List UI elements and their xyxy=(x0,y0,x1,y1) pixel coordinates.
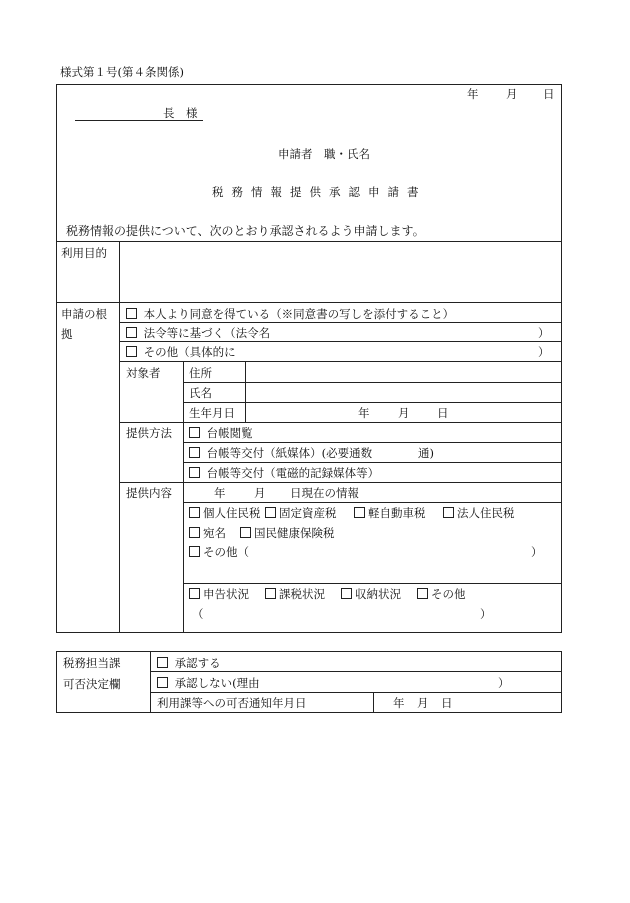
basis-other-close: ） xyxy=(538,345,550,359)
tax-item-resident[interactable] xyxy=(189,505,261,521)
decision-approve[interactable] xyxy=(157,655,221,671)
checkbox-icon[interactable] xyxy=(189,527,200,538)
subject-name-label: 氏名 xyxy=(189,386,212,400)
basis-option-other[interactable] xyxy=(126,344,236,360)
basis-option-law[interactable] xyxy=(126,325,270,341)
status-item-label: その他 xyxy=(431,587,466,601)
status-item-taxation[interactable] xyxy=(265,586,325,602)
subject-label: 対象者 xyxy=(126,366,161,380)
purpose-label: 利用目的 xyxy=(61,246,107,260)
tax-item-other[interactable] xyxy=(189,544,249,560)
checkbox-icon[interactable] xyxy=(443,507,454,518)
tax-item-address[interactable] xyxy=(189,525,226,541)
date-month: 月 xyxy=(506,87,518,101)
decision-approve-label: 承認する xyxy=(174,656,221,670)
checkbox-icon[interactable] xyxy=(189,467,200,478)
content-as-of-month: 月 xyxy=(254,486,266,500)
intro-text: 税務情報の提供について、次のとおり承認されるよう申請します。 xyxy=(66,224,425,238)
basis-label-2: 拠 xyxy=(61,327,73,341)
form-title: 税務情報提供承認申請書 xyxy=(212,185,427,199)
date-day: 日 xyxy=(543,87,555,101)
notice-day: 日 xyxy=(441,696,453,710)
checkbox-icon[interactable] xyxy=(157,657,168,668)
purpose-field[interactable] xyxy=(121,243,559,300)
content-label: 提供内容 xyxy=(126,486,172,500)
subject-bd-month: 月 xyxy=(398,406,410,420)
status-item-filing[interactable] xyxy=(189,586,249,602)
status-close: ） xyxy=(480,607,492,621)
checkbox-icon[interactable] xyxy=(189,427,200,438)
method-option-view[interactable] xyxy=(189,425,253,441)
notice-label: 利用課等への可否通知年月日 xyxy=(157,696,307,710)
checkbox-icon[interactable] xyxy=(126,346,137,357)
date-year: 年 xyxy=(467,87,479,101)
checkbox-icon[interactable] xyxy=(240,527,251,538)
tax-item-label: 国民健康保険税 xyxy=(254,526,335,540)
subject-bd-year: 年 xyxy=(358,406,370,420)
basis-law-close: ） xyxy=(538,326,550,340)
subject-address-label: 住所 xyxy=(189,366,212,380)
checkbox-icon[interactable] xyxy=(189,546,200,557)
checkbox-icon[interactable] xyxy=(126,308,137,319)
decision-label-1: 税務担当課 xyxy=(63,656,121,670)
basis-label-1: 申請の根 xyxy=(61,307,107,321)
tax-item-kei-car[interactable] xyxy=(354,505,426,521)
checkbox-icon[interactable] xyxy=(265,588,276,599)
checkbox-icon[interactable] xyxy=(354,507,365,518)
method-option-view-label: 台帳閲覧 xyxy=(206,426,253,440)
checkbox-icon[interactable] xyxy=(189,447,200,458)
method-option-paper[interactable] xyxy=(189,445,372,461)
subject-bd-day: 日 xyxy=(437,406,449,420)
tax-item-label: 宛名 xyxy=(203,526,226,540)
decision-reject[interactable] xyxy=(157,675,260,691)
tax-item-label: 法人住民税 xyxy=(457,506,515,520)
basis-option-other-label: その他（具体的に xyxy=(143,345,236,359)
method-label: 提供方法 xyxy=(126,426,172,440)
subject-name-field[interactable] xyxy=(247,384,559,401)
checkbox-icon[interactable] xyxy=(189,588,200,599)
content-as-of-text: 日現在の情報 xyxy=(290,486,359,500)
checkbox-icon[interactable] xyxy=(265,507,276,518)
method-option-electronic-label: 台帳等交付（電磁的記録媒体等） xyxy=(206,466,380,480)
tax-item-label: 固定資産税 xyxy=(279,506,337,520)
checkbox-icon[interactable] xyxy=(341,588,352,599)
tax-item-label: 個人住民税 xyxy=(203,506,261,520)
content-as-of-year: 年 xyxy=(214,486,226,500)
basis-option-consent[interactable] xyxy=(126,306,454,322)
method-option-electronic[interactable] xyxy=(189,465,379,481)
tax-item-label: 軽自動車税 xyxy=(368,506,426,520)
basis-option-consent-label: 本人より同意を得ている（※同意書の写しを添付すること） xyxy=(143,307,455,321)
status-item-label: 申告状況 xyxy=(203,587,249,601)
method-option-paper-label: 台帳等交付（紙媒体）(必要通数 xyxy=(206,446,373,460)
tax-item-health[interactable] xyxy=(240,525,335,541)
tax-item-other-label: その他（ xyxy=(203,545,249,559)
decision-reject-close: ） xyxy=(498,676,510,690)
decision-label-2: 可否決定欄 xyxy=(63,677,121,691)
decision-reject-label: 承認しない(理由 xyxy=(174,676,260,690)
status-item-label: 収納状況 xyxy=(355,587,401,601)
form-number: 様式第１号(第４条関係) xyxy=(60,65,184,79)
checkbox-icon[interactable] xyxy=(417,588,428,599)
notice-year: 年 xyxy=(393,696,405,710)
checkbox-icon[interactable] xyxy=(189,507,200,518)
status-open: （ xyxy=(192,607,204,621)
applicant-label: 申請者 職・氏名 xyxy=(278,147,370,161)
status-item-payment[interactable] xyxy=(341,586,401,602)
checkbox-icon[interactable] xyxy=(157,677,168,688)
addressee-suffix: 長 様 xyxy=(163,106,198,120)
method-paper-unit: 通) xyxy=(418,446,434,460)
notice-month: 月 xyxy=(417,696,429,710)
subject-birthdate-label: 生年月日 xyxy=(189,406,235,420)
subject-address-field[interactable] xyxy=(247,363,559,381)
tax-item-corporate[interactable] xyxy=(443,505,515,521)
tax-item-other-close: ） xyxy=(531,545,543,559)
basis-option-law-label: 法令等に基づく（法令名 xyxy=(143,326,271,340)
status-item-label: 課税状況 xyxy=(279,587,325,601)
checkbox-icon[interactable] xyxy=(126,327,137,338)
status-item-other[interactable] xyxy=(417,586,466,602)
tax-item-property[interactable] xyxy=(265,505,337,521)
